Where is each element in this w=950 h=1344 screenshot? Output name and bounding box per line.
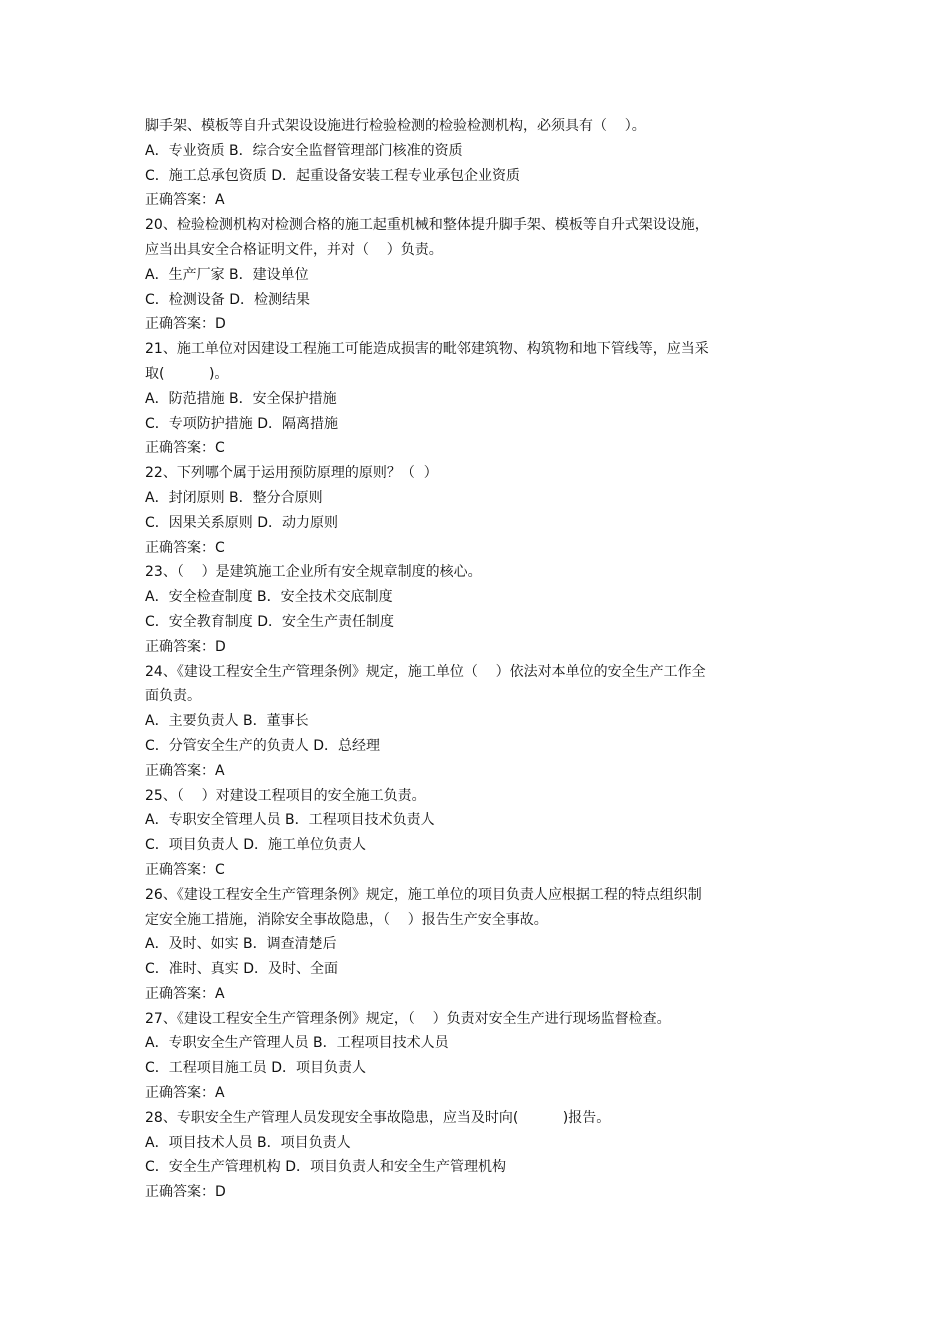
- text-line: A．主要负责人 B．董事长: [145, 713, 309, 730]
- text-line: A．安全检查制度 B．安全技术交底制度: [145, 589, 393, 606]
- text-line: C．施工总承包资质 D．起重设备安装工程专业承包企业资质: [145, 167, 521, 184]
- text-line: 定安全施工措施，消除安全事故隐患，（ ）报告生产安全事故。: [145, 911, 548, 928]
- text-line: A．生产厂家 B．建设单位: [145, 266, 309, 283]
- document-page: [145, 114, 810, 1205]
- text-line: 22、下列哪个属于运用预防原理的原则？（ ）: [145, 465, 438, 482]
- text-line: 正确答案：D: [145, 638, 226, 655]
- text-line: C．工程项目施工员 D．项目负责人: [145, 1060, 367, 1077]
- text-line: 正确答案：D: [145, 1184, 226, 1201]
- text-line: A．及时、如实 B．调查清楚后: [145, 936, 337, 953]
- text-line: 正确答案：C: [145, 861, 225, 878]
- text-line: A．专职安全管理人员 B．工程项目技术负责人: [145, 812, 435, 829]
- text-line: 26、《建设工程安全生产管理条例》规定，施工单位的项目负责人应根据工程的特点组织制: [145, 886, 702, 903]
- text-line: A．专职安全生产管理人员 B．工程项目技术人员: [145, 1035, 449, 1052]
- text-line: C．因果关系原则 D．动力原则: [145, 514, 339, 531]
- text-line: C．安全教育制度 D．安全生产责任制度: [145, 613, 395, 630]
- text-line: 正确答案：A: [145, 762, 225, 779]
- text-line: A．项目技术人员 B．项目负责人: [145, 1134, 351, 1151]
- text-line: 27、《建设工程安全生产管理条例》规定，（ ）负责对安全生产进行现场监督检查。: [145, 1010, 671, 1027]
- text-line: 应当出具安全合格证明文件，并对（ ）负责。: [145, 241, 443, 258]
- text-line: C．准时、真实 D．及时、全面: [145, 961, 339, 978]
- text-line: 28、专职安全生产管理人员发现安全事故隐患，应当及时向( )报告。: [145, 1109, 611, 1126]
- text-line: C．安全生产管理机构 D．项目负责人和安全生产管理机构: [145, 1159, 507, 1176]
- text-line: 23、（ ）是建筑施工企业所有安全规章制度的核心。: [145, 564, 482, 581]
- text-line: 取( )。: [145, 365, 229, 382]
- text-line: A．封闭原则 B．整分合原则: [145, 489, 323, 506]
- text-line: 正确答案：A: [145, 192, 225, 209]
- text-line: 正确答案：A: [145, 1085, 225, 1102]
- text-line: C．项目负责人 D．施工单位负责人: [145, 837, 367, 854]
- text-line: A．防范措施 B．安全保护措施: [145, 390, 337, 407]
- text-line: 24、《建设工程安全生产管理条例》规定，施工单位（ ）依法对本单位的安全生产工作全: [145, 663, 706, 680]
- text-line: C．检测设备 D．检测结果: [145, 291, 311, 308]
- text-line: 正确答案：C: [145, 539, 225, 556]
- text-line: 25、（ ）对建设工程项目的安全施工负责。: [145, 787, 426, 804]
- text-line: 20、检验检测机构对检测合格的施工起重机械和整体提升脚手架、模板等自升式架设设施，: [145, 217, 709, 234]
- text-line: 脚手架、模板等自升式架设设施进行检验检测的检验检测机构，必须具有（ ）。: [145, 118, 646, 134]
- text-line: 正确答案：C: [145, 440, 225, 457]
- text-line: 21、施工单位对因建设工程施工可能造成损害的毗邻建筑物、构筑物和地下管线等，应当采: [145, 341, 709, 358]
- text-line: 正确答案：D: [145, 316, 226, 333]
- text-line: 正确答案：A: [145, 985, 225, 1002]
- text-line: C．分管安全生产的负责人 D．总经理: [145, 737, 381, 754]
- text-line: C．专项防护措施 D．隔离措施: [145, 415, 339, 432]
- text-line: 面负责。: [145, 688, 201, 705]
- text-line: A．专业资质 B．综合安全监督管理部门核准的资质: [145, 142, 463, 159]
